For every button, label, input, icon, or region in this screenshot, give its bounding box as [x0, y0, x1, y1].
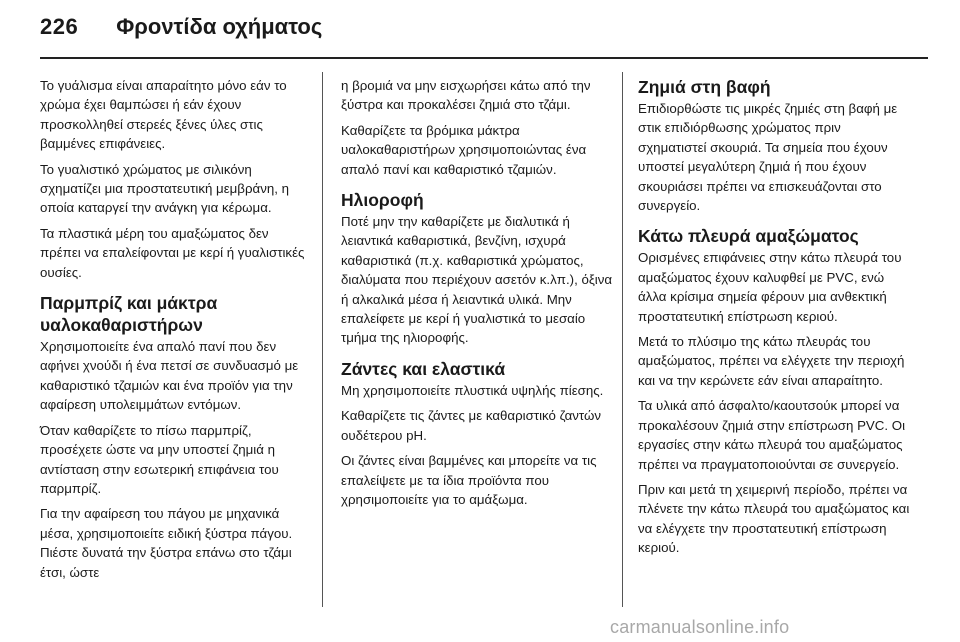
- paragraph: Οι ζάντες είναι βαμμένες και μπορείτε να τις επαλείψετε με τα ίδια προϊόντα που χρησιμοποιείτε για το αμάξωμα.: [341, 453, 597, 507]
- section-heading: Κάτω πλευρά αμαξώματος: [638, 226, 859, 247]
- paragraph: Όταν καθαρίζετε το πίσω παρμπρίζ, προσέχετε ώστε να μην υποστεί ζημιά η αντίσταση στην εσωτερική επιφάνεια του παρμπρίζ.: [40, 422, 279, 496]
- text-column-3: [638, 76, 910, 564]
- section-heading: Παρμπρίζ και μάκτρα υαλοκαθαριστήρων: [40, 293, 218, 336]
- paragraph: Πριν και μετά τη χειμερινή περίοδο, πρέπει να πλένετε την κάτω πλευρά του αμαξώματος και να ελέγχετε την προστατευτική επίστρωση κεριού.: [638, 481, 910, 556]
- paragraph: Ποτέ μην την καθαρίζετε με διαλυτικά ή λειαντικά καθαριστικά, βενζίνη, ισχυρά καθαριστικά (π.χ. καθαριστικά χρώματος, διαλύματα που περιέχουν ασετόν κ.λπ.), όξινα ή αλκαλικά μέσα ή λειαντικά υλικά. Μην επαλείφετε με κερί ή γυαλιστικά το μεσαίο τμήμα της ηλιοροφής.: [341, 214, 613, 346]
- paragraph: η βρομιά να μην εισχωρήσει κάτω από την ξύστρα και προκαλέσει ζημιά στο τζάμι.: [341, 78, 591, 113]
- page-header: [40, 14, 322, 54]
- column-divider: [622, 72, 623, 607]
- page-number: 226: [40, 14, 79, 39]
- paragraph: Επιδιορθώστε τις μικρές ζημιές στη βαφή με στικ επιδιόρθωσης χρώματος πριν σχηματιστεί σκουριά. Τα σημεία που έχουν υποστεί μεγαλύτερη ζημιά ή που έχουν σκουριάσει πρέπει να επισκευάζονται στο συνεργείο.: [638, 101, 898, 214]
- paragraph: Χρησιμοποιείτε ένα απαλό πανί που δεν αφήνει χνούδι ή ένα πετσί σε συνδυασμό με καθαριστικό τζαμιών και ένα προϊόν για την αφαίρεση υπολειμμάτων εντόμων.: [40, 339, 299, 413]
- header-rule: [40, 57, 928, 59]
- paragraph: Το γυαλιστικό χρώματος με σιλικόνη σχηματίζει μια προστατευτική μεμβράνη, η οποία καταργεί την ανάγκη για κέρωμα.: [40, 161, 290, 216]
- watermark-text: carmanualsonline.info: [610, 617, 790, 637]
- text-column-1: [40, 76, 312, 588]
- paragraph: Μετά το πλύσιμο της κάτω πλευράς του αμαξώματος, πρέπει να ελέγχετε την περιοχή και να την κερώνετε εάν είναι απαραίτητο.: [638, 334, 905, 388]
- section-heading: Ηλιοροφή: [341, 190, 424, 211]
- paragraph: Τα υλικά από άσφαλτο/καουτσούκ μπορεί να προκαλέσουν ζημιά στην επίστρωση PVC. Οι εργασίες στην κάτω πλευρά του αμαξώματος πρέπει να πραγματοποιούνται σε συνεργείο.: [638, 398, 906, 472]
- text-column-2: [341, 76, 613, 515]
- page-title: Φροντίδα οχήματος: [116, 14, 323, 39]
- paragraph: Για την αφαίρεση του πάγου με μηχανικά μέσα, χρησιμοποιείτε ειδική ξύστρα πάγου. Πιέστε δυνατά την ξύστρα επάνω στο τζάμι έτσι, ώστε: [40, 506, 293, 580]
- paragraph: Ορισμένες επιφάνειες στην κάτω πλευρά του αμαξώματος έχουν καλυφθεί με PVC, ενώ άλλα κρίσιμα σημεία φέρουν μια ανθεκτική προστατευτική επίστρωση κεριού.: [638, 250, 902, 324]
- paragraph: Καθαρίζετε τις ζάντες με καθαριστικό ζαντών ουδέτερου pH.: [341, 408, 602, 443]
- paragraph: Το γυάλισμα είναι απαραίτητο μόνο εάν το χρώμα έχει θαμπώσει ή εάν έχουν προσκολληθεί στερεές ξένες ύλες στις βαμμένες επιφάνειες.: [40, 78, 287, 152]
- paragraph: Μη χρησιμοποιείτε πλυστικά υψηλής πίεσης.: [341, 382, 604, 398]
- paragraph: Τα πλαστικά μέρη του αμαξώματος δεν πρέπει να επαλείφονται με κερί ή γυαλιστικές ουσίες.: [40, 225, 305, 280]
- column-divider: [322, 72, 323, 607]
- section-heading: Ζάντες και ελαστικά: [341, 358, 506, 379]
- paragraph: Καθαρίζετε τα βρόμικα μάκτρα υαλοκαθαριστήρων χρησιμοποιώντας ένα απαλό πανί και καθαριστικό τζαμιών.: [341, 122, 587, 177]
- section-heading: Ζημιά στη βαφή: [638, 77, 771, 97]
